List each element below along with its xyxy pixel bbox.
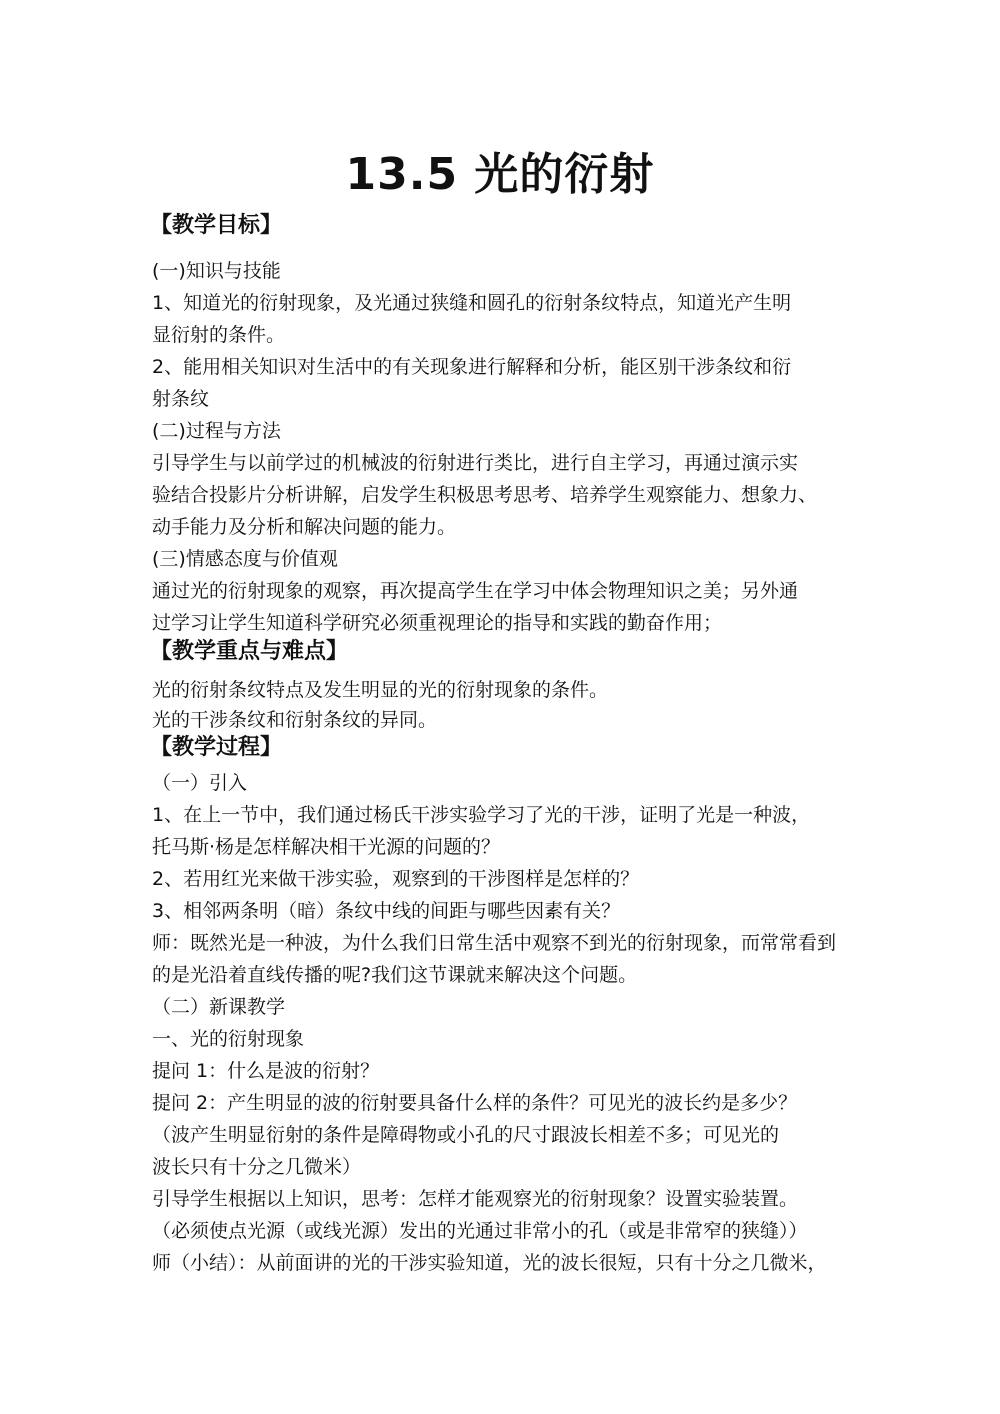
paragraph-line: 过学习让学生知道科学研究必须重视理论的指导和实践的勤奋作用；: [152, 612, 723, 634]
paragraph-line: 师：既然光是一种波，为什么我们日常生活中观察不到光的衍射现象，而常常看到: [152, 932, 837, 954]
paragraph-line: 1、知道光的衍射现象，及光通过狭缝和圆孔的衍射条纹特点，知道光产生明: [152, 292, 792, 314]
paragraph-line: 动手能力及分析和解决问题的能力。: [152, 516, 457, 538]
heading-key-difficult-points: 【教学重点与难点】: [150, 639, 349, 664]
paragraph-line: 3、相邻两条明（暗）条纹中线的间距与哪些因素有关？: [152, 900, 621, 922]
paragraph-line: 引导学生根据以上知识，思考：怎样才能观察光的衍射现象？设置实验装置。: [152, 1188, 799, 1210]
paragraph-line: 光的干涉条纹和衍射条纹的异同。: [152, 709, 438, 731]
paragraph-line: 2、能用相关知识对生活中的有关现象进行解释和分析，能区别干涉条纹和衍: [152, 356, 792, 378]
paragraph-line: 引导学生与以前学过的机械波的衍射进行类比，进行自主学习，再通过演示实: [152, 452, 799, 474]
heading-teaching-goals: 【教学目标】: [150, 213, 283, 238]
paragraph-line: 的是光沿着直线传播的呢?我们这节课就来解决这个问题。: [152, 964, 638, 986]
paragraph-line: 波长只有十分之几微米）: [152, 1156, 362, 1178]
heading-teaching-process: 【教学过程】: [150, 735, 283, 760]
page-title: 13.5 光的衍射: [345, 149, 655, 200]
question-line: 提问 2：产生明显的波的衍射要具备什么样的条件？可见光的波长约是多少？: [152, 1092, 798, 1114]
paragraph-line: 1、在上一节中，我们通过杨氏干涉实验学习了光的干涉，证明了光是一种波，: [152, 804, 811, 826]
paragraph-line: 光的衍射条纹特点及发生明显的光的衍射现象的条件。: [152, 679, 609, 701]
paragraph-line: 显衍射的条件。: [152, 324, 286, 346]
paragraph-line: 师（小结）：从前面讲的光的干涉实验知道，光的波长很短，只有十分之几微米，: [152, 1252, 827, 1274]
subheading-knowledge-skills: (一)知识与技能: [152, 260, 281, 282]
section-heading-diffraction: 一、光的衍射现象: [152, 1028, 305, 1050]
subheading-introduction: （一）引入: [152, 772, 248, 794]
paragraph-line: （波产生明显衍射的条件是障碍物或小孔的尺寸跟波长相差不多；可见光的: [152, 1124, 780, 1146]
paragraph-line: 验结合投影片分析讲解，启发学生积极思考思考、培养学生观察能力、想象力、: [152, 484, 818, 506]
paragraph-line: （必须使点光源（或线光源）发出的光通过非常小的孔（或是非常窄的狭缝））: [152, 1220, 808, 1242]
paragraph-line: 通过光的衍射现象的观察，再次提高学生在学习中体会物理知识之美；另外通: [152, 580, 799, 602]
paragraph-line: 射条纹: [152, 388, 210, 410]
question-line: 提问 1：什么是波的衍射？: [152, 1060, 380, 1082]
paragraph-line: 托马斯·杨是怎样解决相干光源的问题的？: [152, 836, 501, 858]
paragraph-line: 2、若用红光来做干涉实验，观察到的干涉图样是怎样的？: [152, 868, 640, 890]
subheading-process-methods: (二)过程与方法: [152, 420, 281, 442]
subheading-new-lesson: （二）新课教学: [152, 996, 286, 1018]
subheading-attitude-values: (三)情感态度与价值观: [152, 548, 338, 570]
